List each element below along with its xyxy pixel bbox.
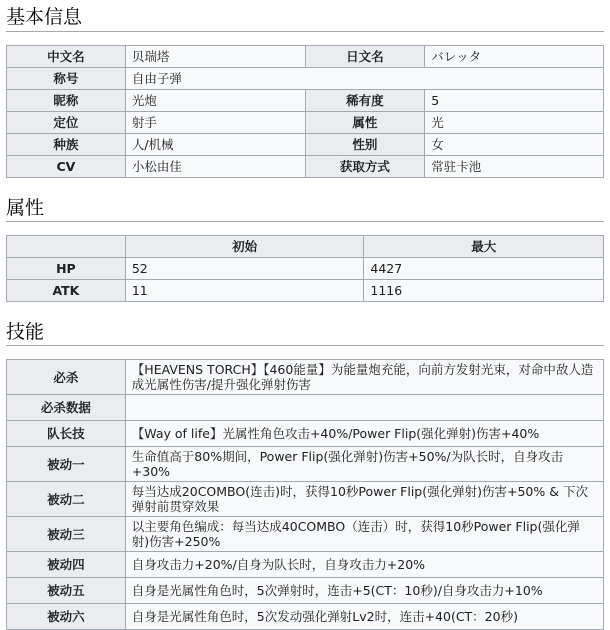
cv-label: CV xyxy=(7,156,126,178)
stat-initial: 11 xyxy=(125,280,364,302)
section-heading-skills: 技能 xyxy=(6,321,45,343)
stats-table xyxy=(6,235,604,302)
cn-name-value: 贝瑞塔 xyxy=(125,46,305,68)
table-row xyxy=(7,578,604,604)
race-label: 种族 xyxy=(7,134,126,156)
skill-label: 被动四 xyxy=(7,552,126,578)
skill-label: 必杀数据 xyxy=(7,395,126,421)
skill-label: 被动二 xyxy=(7,482,126,517)
stats-header-blank xyxy=(7,236,126,258)
skill-text: 以主要角色编成：每当达成40COMBO（连击）时，获得10秒Power Flip(强化弹射)伤害+250% xyxy=(125,517,603,552)
nickname-value: 光炮 xyxy=(125,90,305,112)
skill-label: 被动五 xyxy=(7,578,126,604)
table-row xyxy=(7,46,604,68)
skill-label: 被动一 xyxy=(7,447,126,482)
gender-value: 女 xyxy=(425,134,604,156)
skill-text: 每当达成20COMBO(连击)时，获得10秒Power Flip(强化弹射)伤害+50% & 下次弹射前贯穿效果 xyxy=(125,482,603,517)
race-value: 人/机械 xyxy=(125,134,305,156)
role-value: 射手 xyxy=(125,112,305,134)
table-row xyxy=(7,421,604,447)
skill-text: 自身是光属性角色时，5次弹射时，连击+5(CT：10秒)/自身攻击力+10% xyxy=(125,578,603,604)
table-row xyxy=(7,395,604,421)
table-row xyxy=(7,447,604,482)
title-value: 自由子弹 xyxy=(125,68,603,90)
jp-name-label: 日文名 xyxy=(305,46,425,68)
section-heading-attributes: 属性 xyxy=(6,197,45,219)
stat-max: 1116 xyxy=(364,280,604,302)
section-divider xyxy=(6,221,604,222)
basic-info-table xyxy=(6,45,604,178)
rarity-label: 稀有度 xyxy=(305,90,425,112)
table-row xyxy=(7,258,604,280)
title-label: 称号 xyxy=(7,68,126,90)
table-row xyxy=(7,360,604,395)
obtain-label: 获取方式 xyxy=(305,156,425,178)
stat-label: HP xyxy=(7,258,126,280)
section-divider xyxy=(6,31,604,32)
skill-text xyxy=(125,395,603,421)
section-divider xyxy=(6,345,604,346)
stats-header-max: 最大 xyxy=(364,236,604,258)
skill-label: 被动六 xyxy=(7,604,126,630)
table-row xyxy=(7,112,604,134)
element-value: 光 xyxy=(425,112,604,134)
section-heading-basic-info: 基本信息 xyxy=(6,6,83,28)
table-row xyxy=(7,134,604,156)
cn-name-label: 中文名 xyxy=(7,46,126,68)
obtain-value: 常驻卡池 xyxy=(425,156,604,178)
table-row xyxy=(7,517,604,552)
role-label: 定位 xyxy=(7,112,126,134)
element-label: 属性 xyxy=(305,112,425,134)
gender-label: 性别 xyxy=(305,134,425,156)
table-row xyxy=(7,482,604,517)
table-row xyxy=(7,156,604,178)
jp-name-value: バレッタ xyxy=(425,46,604,68)
table-row xyxy=(7,604,604,630)
skill-text: 生命值高于80%期间，Power Flip(强化弹射)伤害+50%/为队长时，自身攻击+30% xyxy=(125,447,603,482)
skill-label: 队长技 xyxy=(7,421,126,447)
stat-max: 4427 xyxy=(364,258,604,280)
skill-text: 自身攻击力+20%/自身为队长时，自身攻击力+20% xyxy=(125,552,603,578)
skill-text: 【HEAVENS TORCH】【460能量】为能量炮充能，向前方发射光束，对命中敌人造成光属性伤害/提升强化弹射伤害 xyxy=(125,360,603,395)
table-row xyxy=(7,552,604,578)
table-header-row xyxy=(7,236,604,258)
nickname-label: 昵称 xyxy=(7,90,126,112)
stats-header-initial: 初始 xyxy=(125,236,364,258)
skill-label: 被动三 xyxy=(7,517,126,552)
table-row xyxy=(7,68,604,90)
table-row xyxy=(7,280,604,302)
rarity-value: 5 xyxy=(425,90,604,112)
skill-text: 【Way of life】光属性角色攻击+40%/Power Flip(强化弹射)伤害+40% xyxy=(125,421,603,447)
stat-initial: 52 xyxy=(125,258,364,280)
skill-label: 必杀 xyxy=(7,360,126,395)
cv-value: 小松由佳 xyxy=(125,156,305,178)
table-row xyxy=(7,90,604,112)
skills-table xyxy=(6,359,604,630)
stat-label: ATK xyxy=(7,280,126,302)
skill-text: 自身是光属性角色时，5次发动强化弹射Lv2时，连击+40(CT：20秒) xyxy=(125,604,603,630)
